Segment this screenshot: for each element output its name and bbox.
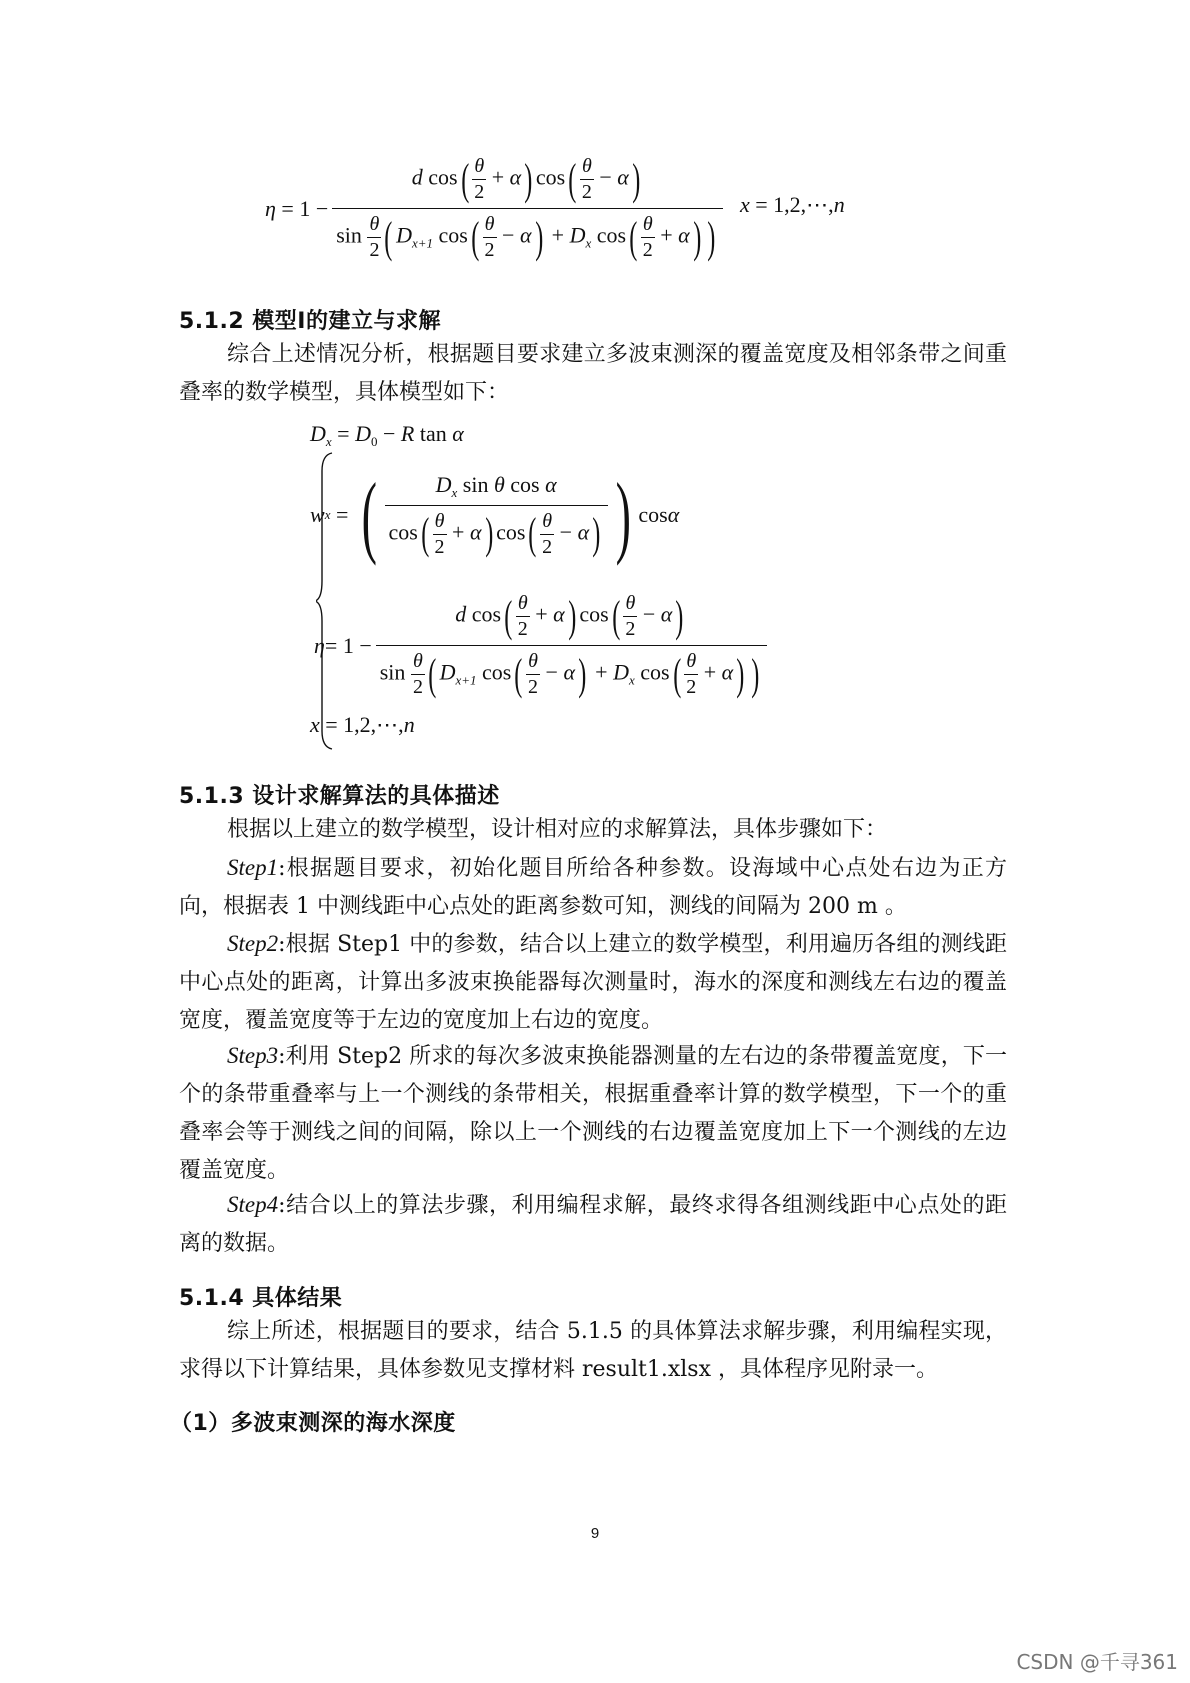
page-number: 9	[590, 1525, 600, 1542]
formula-top-fraction: d cos( $\frac{\theta}{2}$ + α) cos( $\frac{\theta}{2}$ − α) sin $\frac{\theta}{2}$ ( $D_{x+1}$ cos( $\frac{\theta}{2}$ − $\alpha) + D_x$ cos( $\frac{\theta}{2}$ + α) )	[332, 155, 723, 262]
step-2-text: 根据 Step1 中的参数，结合以上建立的数学模型，利用遍历各组的测线距中心点处的距离，计算出多波束换能器每次测量时，海水的深度和测线左右边的覆盖宽度，覆盖宽度等于左边的宽度加上右边的宽度。	[179, 932, 1007, 1033]
step-2: Step2:根据 Step1 中的参数，结合以上建立的数学模型，利用遍历各组的测线距中心点处的距离，计算出多波束换能器每次测量时，海水的深度和测线左右边的覆盖宽度，覆盖宽度等于左边的宽度加上右边的宽度。	[179, 931, 1007, 1033]
step-1-label: Step1	[227, 855, 279, 880]
step-4: Step4:结合以上的算法步骤，利用编程求解，最终求得各组测线距中心点处的距离的数据。	[179, 1192, 1007, 1256]
section-514-heading: 5.1.4 具体结果	[179, 1286, 343, 1311]
formula-top	[265, 146, 723, 271]
system-eq1: $D_x = D_0 - R$ tan α	[310, 421, 464, 449]
section-513-intro: 根据以上建立的数学模型，设计相对应的求解算法，具体步骤如下：	[227, 817, 888, 842]
step-3-text: 利用 Step2 所求的每次多波束换能器测量的左右边的条带覆盖宽度，下一个的条带重叠率与上一个测线的条带相关，根据重叠率计算的数学模型，下一个的重叠率会等于测线之间的间隔，除以上一个测线的右边覆盖宽度加上下一个测线的左边覆盖宽度。	[179, 1044, 1007, 1183]
step-3: Step3:利用 Step2 所求的每次多波束换能器测量的左右边的条带覆盖宽度，下一个的条带重叠率与上一个测线的条带相关，根据重叠率计算的数学模型，下一个的重叠率会等于测线之间的间隔，除以上一个测线的右边覆盖宽度加上下一个测线的左边覆盖宽度。	[179, 1043, 1007, 1183]
step-1-text: 根据题目要求，初始化题目所给各种参数。设海域中心点处右边为正方向，根据表 1 中测线距中心点处的距离参数可知，测线的间隔为 200 m 。	[179, 856, 1007, 919]
watermark: CSDN @千寻361	[1016, 1650, 1178, 1674]
section-512-heading: 5.1.2 模型Ⅰ的建立与求解	[179, 309, 441, 334]
formula-top-lhs: η = 1 −	[265, 195, 329, 221]
section-514-text: 综上所述，根据题目的要求，结合 5.1.5 的具体算法求解步骤，利用编程实现，求得以下计算结果，具体参数见支撑材料 result1.xlsx ，具体程序见附录一。	[179, 1319, 1007, 1382]
step-2-label: Step2	[227, 931, 279, 956]
section-514-subheading: （1）多波束测深的海水深度	[170, 1411, 456, 1436]
step-3-label: Step3	[227, 1043, 279, 1068]
step-4-text: 结合以上的算法步骤，利用编程求解，最终求得各组测线距中心点处的距离的数据。	[179, 1193, 1007, 1256]
step-1: Step1:根据题目要求，初始化题目所给各种参数。设海域中心点处右边为正方向，根据表 1 中测线距中心点处的距离参数可知，测线的间隔为 200 m 。	[179, 855, 1007, 919]
step-4-label: Step4	[227, 1192, 279, 1217]
formula-top-range: x = 1,2,⋯,n	[740, 192, 845, 217]
system-eq4: x = 1,2,⋯,n	[310, 712, 415, 737]
system-eq2: w x = ( $D_x$ sin θ cos α cos( $\frac{\theta}{2}$ + α) cos( $\frac{\theta}{2}$ − α) ) cos α	[310, 464, 680, 566]
system-eq3: η = 1 − d cos( $\frac{\theta}{2}$ + α) cos( $\frac{\theta}{2}$ − α) sin $\frac{\theta}{2}$ ( $D_{x+1}$ cos( $\frac{\theta}{2}$ − $\alpha) + D_x$ cos( $\frac{\theta}{2}$ + α) )	[314, 583, 767, 708]
section-513-heading: 5.1.3 设计求解算法的具体描述	[179, 784, 500, 809]
section-512-intro: 综合上述情况分析，根据题目要求建立多波束测深的覆盖宽度及相邻条带之间重叠率的数学模型，具体模型如下：	[179, 342, 1007, 405]
